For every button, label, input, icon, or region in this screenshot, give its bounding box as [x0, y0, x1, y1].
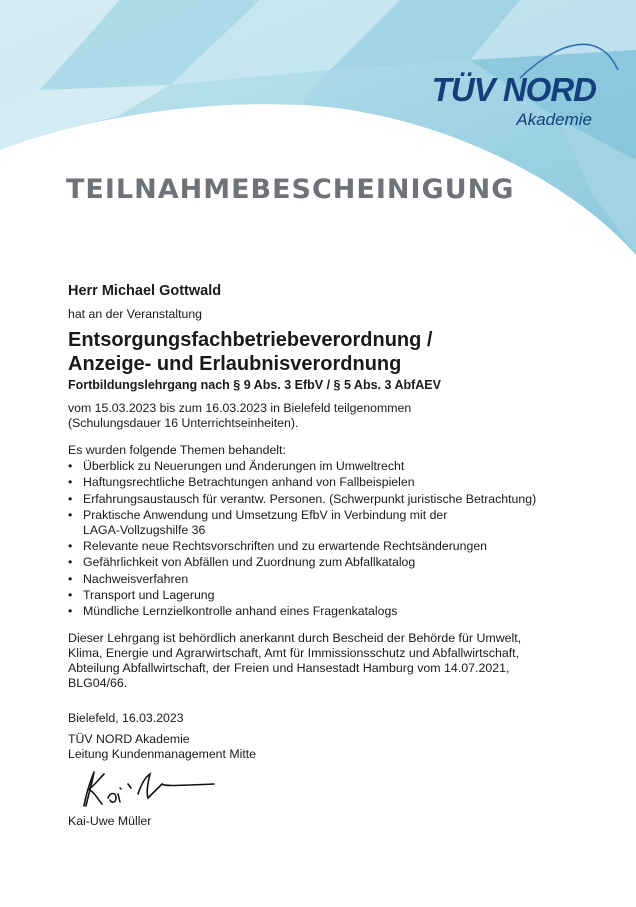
- recognition-line: Abteilung Abfallwirtschaft, der Freien und Hansestadt Hamburg vom 14.07.2021,: [68, 661, 510, 676]
- list-item: • Haftungsrechtliche Betrachtungen anhand von Fallbeispielen: [68, 475, 568, 490]
- logo-brand: TÜV NORD: [431, 71, 596, 108]
- intro-text: hat an der Veranstaltung: [68, 307, 202, 321]
- course-subtitle: Fortbildungslehrgang nach § 9 Abs. 3 EfbV / § 5 Abs. 3 AbfAEV: [68, 378, 441, 392]
- topics-heading: Es wurden folgende Themen behandelt:: [68, 443, 286, 457]
- participant-name: Herr Michael Gottwald: [68, 283, 222, 299]
- topic-continuation: LAGA-Vollzugshilfe 36: [83, 522, 206, 537]
- logo-subtitle: Akademie: [516, 110, 592, 129]
- header-banner: [0, 0, 636, 260]
- list-item: • Gefährlichkeit von Abfällen und Zuordnung zum Abfallkatalog: [68, 555, 568, 570]
- topics-list: [68, 459, 568, 619]
- signer-name: Kai-Uwe Müller: [68, 814, 152, 829]
- place-date: Bielefeld, 16.03.2023: [68, 711, 184, 726]
- list-item: • Relevante neue Rechtsvorschriften und zu erwartende Rechtsänderungen: [68, 539, 568, 554]
- recognition-line: Dieser Lehrgang ist behördlich anerkannt durch Bescheid der Behörde für Umwelt,: [68, 631, 522, 646]
- document-title: TEILNAHMEBESCHEINIGUNG: [66, 174, 515, 205]
- recognition-line: BLG04/66.: [68, 676, 128, 691]
- topic-text: Praktische Anwendung und Umsetzung EfbV in Verbindung mit der: [83, 507, 448, 522]
- list-item: • Überblick zu Neuerungen und Änderungen im Umweltrecht: [68, 459, 568, 474]
- list-item: • Mündliche Lernzielkontrolle anhand eines Fragenkatalogs: [68, 604, 568, 619]
- dates-line-2: (Schulungsdauer 16 Unterrichtseinheiten).: [68, 416, 299, 430]
- recognition-statement: [68, 631, 568, 691]
- list-item: [68, 508, 568, 538]
- list-item: • Erfahrungsaustausch für verantw. Personen. (Schwerpunkt juristische Betrachtung): [68, 492, 568, 507]
- tuev-nord-logo: [432, 72, 596, 130]
- list-item: • Transport und Lagerung: [68, 588, 568, 603]
- issuer: TÜV NORD Akademie: [68, 732, 190, 747]
- handwritten-signature: [64, 764, 234, 810]
- recognition-line: Klima, Energie und Agrarwirtschaft, Amt für Immissionsschutz und Abfallwirtschaft,: [68, 646, 520, 661]
- list-item: • Nachweisverfahren: [68, 572, 568, 587]
- course-title-line-1: Entsorgungsfachbetriebeverordnung /: [68, 329, 433, 351]
- dates-line-1: vom 15.03.2023 bis zum 16.03.2023 in Bielefeld teilgenommen: [68, 401, 412, 415]
- certificate-body: [68, 284, 568, 829]
- course-dates: [68, 401, 568, 431]
- course-title-line-2: Anzeige- und Erlaubnisverordnung: [68, 353, 402, 375]
- issuer-role: Leitung Kundenmanagement Mitte: [68, 747, 256, 762]
